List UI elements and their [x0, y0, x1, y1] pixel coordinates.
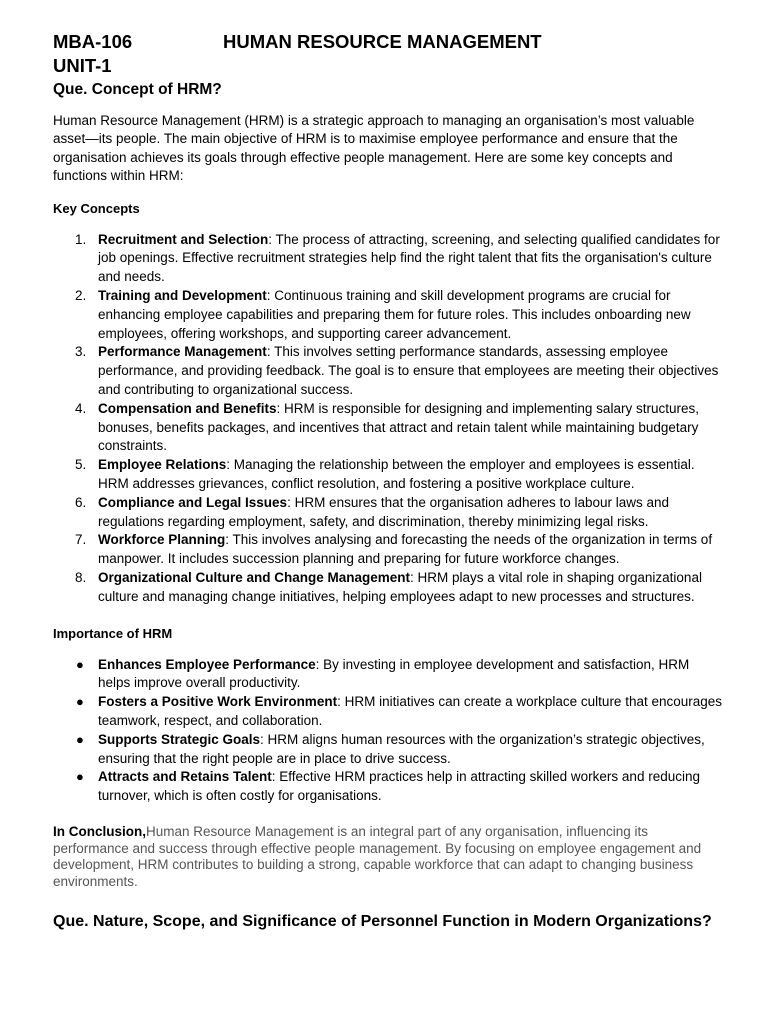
- list-term: Performance Management: [98, 344, 267, 360]
- list-text: : This involves setting performance standards, assessing employee performance, and providing feedback. The goal is to ensure that employees are meeting their objectives and contributing to organizational success.: [98, 344, 719, 397]
- list-number: 2.: [75, 288, 87, 304]
- list-number: 1.: [75, 231, 87, 247]
- document-header: [53, 30, 725, 54]
- question-heading: Que. Concept of HRM?: [53, 81, 222, 98]
- list-number: 4.: [75, 400, 87, 416]
- course-title: HUMAN RESOURCE MANAGEMENT: [223, 31, 542, 52]
- list-item: [53, 693, 725, 731]
- list-text: : HRM initiatives can create a workplace culture that encourages teamwork, respect, and collaboration.: [98, 694, 723, 728]
- conclusion-paragraph: [53, 824, 725, 890]
- list-term: Employee Relations: [98, 457, 227, 473]
- intro-paragraph: Human Resource Management (HRM) is a strategic approach to managing an organisation’s most valuable asset—its people. The main objective of HRM is to maximise employee performance and ensure that the organisation achieves its goals through effective people management. Here are some key concepts and functions within HRM:: [53, 113, 695, 184]
- list-number: 5.: [75, 457, 87, 473]
- list-item: [53, 287, 725, 343]
- list-item: [53, 494, 725, 532]
- list-number: 6.: [75, 494, 87, 510]
- list-item: [53, 569, 725, 607]
- list-term: Compensation and Benefits: [98, 400, 277, 416]
- document-page: [53, 30, 725, 932]
- bullet-icon: ●: [76, 731, 84, 747]
- list-term: Supports Strategic Goals: [98, 731, 261, 747]
- list-text: : HRM is responsible for designing and implementing salary structures, bonuses, benefits packages, and incentives that attract and retain talent while maintaining budgetary constraints.: [98, 400, 699, 454]
- list-item: [53, 231, 725, 287]
- list-text: : This involves analysing and forecasting the needs of the organization in terms of manpower. It includes succession planning and preparing for future workforce changes.: [98, 532, 713, 567]
- conclusion-text: Human Resource Management is an integral part of any organisation, influencing its performance and success through effective people management. By focusing on employee engagement and development, HRM contributes to building a strong, capable workforce that can adapt to changing business environments.: [53, 823, 702, 889]
- list-text: : Continuous training and skill development programs are crucial for enhancing employee capabilities and preparing them for future roles. This includes onboarding new employees, offering workshops, and supporting career advancement.: [98, 288, 691, 341]
- list-item: [53, 343, 725, 399]
- list-text: : Effective HRM practices help in attracting skilled workers and reducing turnover, which is often costly for organisations.: [98, 769, 700, 804]
- key-concepts-list: [53, 231, 725, 607]
- list-term: Recruitment and Selection: [98, 231, 269, 247]
- list-text: : By investing in employee development and satisfaction, HRM helps improve overall productivity.: [98, 656, 690, 691]
- list-item: [53, 768, 725, 806]
- list-text: : HRM aligns human resources with the organization’s strategic objectives, ensuring that the right people are in place to drive success.: [98, 731, 705, 766]
- unit-label: UNIT-1: [53, 55, 112, 76]
- bullet-icon: ●: [76, 769, 84, 785]
- list-number: 7.: [75, 532, 87, 548]
- list-item: [53, 731, 725, 769]
- list-term: Training and Development: [98, 288, 267, 304]
- key-concepts-heading: Key Concepts: [53, 200, 140, 216]
- list-text: : HRM ensures that the organisation adheres to labour laws and regulations regarding employment, safety, and discrimination, thereby minimizing legal risks.: [98, 494, 670, 529]
- bullet-icon: ●: [76, 656, 84, 672]
- list-text: : The process of attracting, screening, and selecting qualified candidates for job openings. Effective recruitment strategies help find the right talent that fits the organisation's culture and needs.: [98, 231, 720, 285]
- course-code: MBA-106: [53, 31, 133, 52]
- list-term: Workforce Planning: [98, 532, 226, 548]
- list-text: : Managing the relationship between the employer and employees is essential. HRM addresses grievances, conflict resolution, and fostering a positive workplace culture.: [98, 457, 695, 491]
- list-term: Attracts and Retains Talent: [98, 769, 272, 785]
- conclusion-lead: In Conclusion,: [53, 823, 146, 839]
- list-item: [53, 456, 725, 494]
- list-number: 8.: [75, 569, 87, 585]
- importance-heading: Importance of HRM: [53, 625, 173, 641]
- list-number: 3.: [75, 344, 87, 360]
- importance-list: [53, 656, 725, 806]
- question-heading-2: Que. Nature, Scope, and Significance of Personnel Function in Modern Organizations?: [53, 913, 712, 931]
- list-text: : HRM plays a vital role in shaping organizational culture and managing change initiatives, helping employees adapt to new processes and structures.: [98, 569, 702, 604]
- list-term: Organizational Culture and Change Management: [98, 569, 411, 585]
- list-term: Enhances Employee Performance: [98, 656, 316, 672]
- list-item: [53, 531, 725, 569]
- list-item: [53, 400, 725, 456]
- bullet-icon: ●: [76, 694, 84, 710]
- list-item: [53, 656, 725, 694]
- list-term: Fosters a Positive Work Environment: [98, 694, 338, 710]
- list-term: Compliance and Legal Issues: [98, 494, 288, 510]
